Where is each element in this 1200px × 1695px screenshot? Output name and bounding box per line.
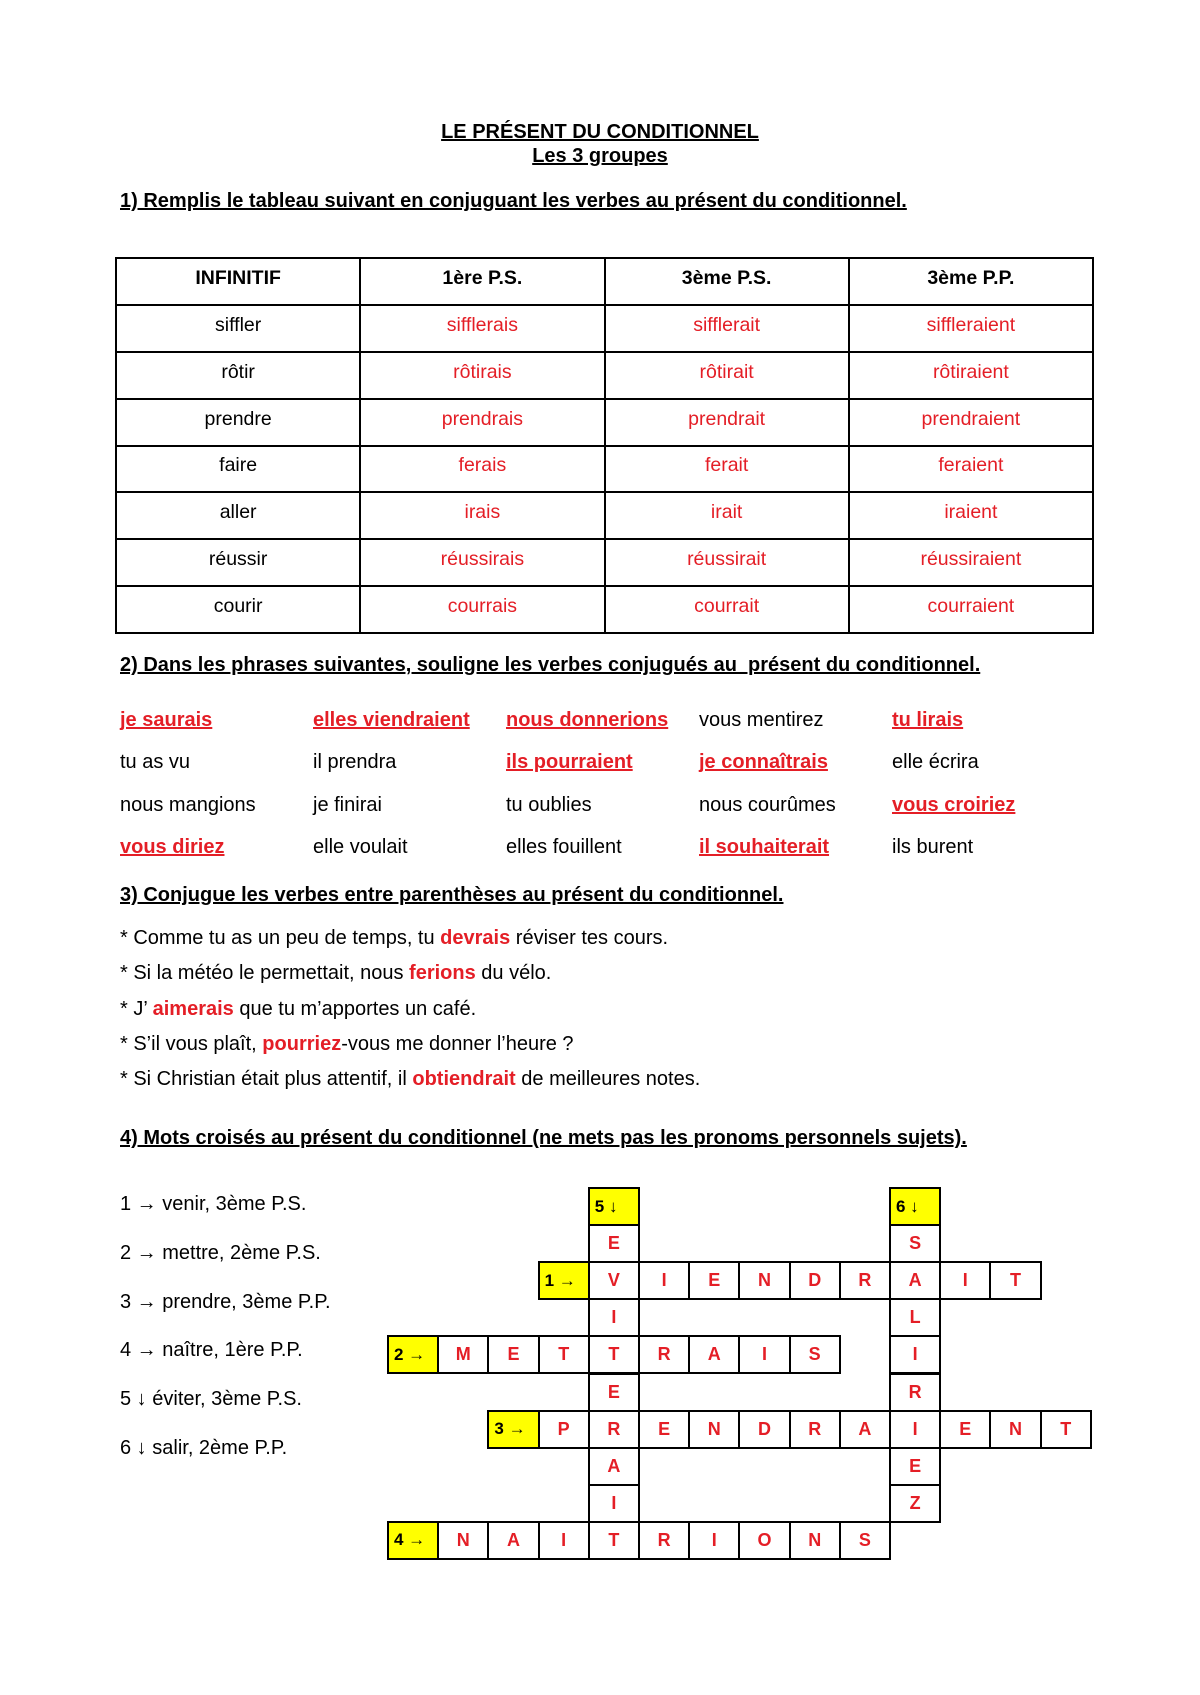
underlined-conditional-verb: tu lirais [892,709,964,732]
verb-phrase-slot [892,708,1085,732]
clue [120,1375,331,1424]
verb-phrase-slot [313,793,506,817]
crossword-letter-cell: E [688,1261,740,1300]
sentence-text-before: * Si Christian était plus attentif, il [120,1068,413,1091]
crossword-label-cell: 1 → [538,1261,590,1300]
sentence-text-before: * S’il vous plaît, [120,1032,263,1055]
clue [120,1424,331,1473]
crossword-letter-cell: R [638,1521,690,1560]
verb-phrase-slot [892,835,1085,859]
crossword-letter-cell: E [889,1447,941,1486]
conjugation-cell: réussiraient [849,539,1093,586]
sentence-answer: ferions [409,962,476,985]
crossword-letter-cell: D [789,1261,841,1300]
crossword-letter-cell: P [538,1410,590,1449]
crossword-letter-cell: E [588,1373,640,1412]
crossword-letter-cell: R [889,1373,941,1412]
clue-text: prendre, 3ème P.P. [162,1290,331,1313]
table-row [116,352,1093,399]
infinitive-cell: réussir [116,539,360,586]
verb-phrase-slot [313,708,506,732]
clue [120,1180,331,1229]
crossword-label-cell: 4 → [387,1521,439,1560]
conjugation-cell: rôtiraient [849,352,1093,399]
table-body [116,305,1093,633]
crossword-letter-cell: E [588,1224,640,1263]
sentence-text-after: réviser tes cours. [510,927,669,949]
clue-text: salir, 2ème P.P. [152,1436,288,1459]
verb-phrase-slot [120,708,313,732]
crossword-letter-cell: R [839,1261,891,1300]
column-header: 1ère P.S. [360,258,604,305]
crossword-letter-cell: T [1040,1410,1092,1449]
crossword-letter-cell: I [638,1261,690,1300]
crossword-letter-cell: S [889,1224,941,1263]
crossword-letter-cell: I [588,1298,640,1337]
crossword-letter-cell: S [789,1335,841,1374]
column-header: 3ème P.S. [605,258,849,305]
conjugation-cell: courrais [360,586,604,633]
underlined-conditional-verb: vous croiriez [892,793,1016,816]
crossword-letter-cell: T [989,1261,1041,1300]
column-header: 3ème P.P. [849,258,1093,305]
underlined-conditional-verb: vous diriez [120,836,225,859]
verb-phrase: vous mentirez [699,709,824,732]
verb-phrase-slot [699,835,892,859]
crossword-letter-cell: T [588,1335,640,1374]
crossword-letter-cell: A [688,1335,740,1374]
conjugation-cell: irais [360,492,604,539]
underlined-conditional-verb: elles viendraient [313,709,470,732]
conjugation-table [115,257,1094,634]
clue-text: venir, 3ème P.S. [162,1193,307,1215]
clue-label: 3 → [120,1290,157,1313]
infinitive-cell: rôtir [116,352,360,399]
verb-phrase-slot [699,708,892,732]
sentence-text-after: -vous me donner l’heure ? [341,1032,574,1055]
conjugation-cell: réussirait [605,539,849,586]
crossword-letter-cell: R [588,1410,640,1449]
sentence-text-before: * J’ [120,997,153,1020]
column-header: INFINITIF [116,258,360,305]
conjugation-cell: iraient [849,492,1093,539]
conjugation-cell: irait [605,492,849,539]
crossword-label-cell: 3 → [487,1410,539,1449]
crossword-clue-list [120,1180,331,1473]
crossword-letter-cell: A [839,1410,891,1449]
crossword-letter-cell: N [789,1521,841,1560]
crossword-letter-cell: N [738,1261,790,1300]
conjugation-cell: rôtirait [605,352,849,399]
sentence-text-after: que tu m’apportes un café. [233,997,477,1020]
verb-phrase-slot [892,793,1085,817]
verb-phrase: nous courûmes [699,793,836,816]
table-row [116,399,1093,446]
conjugation-cell: ferais [360,446,604,493]
clue-text: mettre, 2ème P.S. [162,1241,321,1264]
conjugation-cell: feraient [849,446,1093,493]
sentence-answer: aimerais [152,997,234,1020]
conjugation-cell: prendraient [849,399,1093,446]
sentence [120,1062,700,1097]
verb-phrase-slot [313,835,506,859]
crossword-letter-cell: D [738,1410,790,1449]
underlined-conditional-verb: je saurais [120,709,213,732]
crossword-letter-cell: I [588,1484,640,1523]
crossword-letter-cell: N [989,1410,1041,1449]
verb-phrase: elles fouillent [506,836,622,859]
underlined-conditional-verb: il souhaiterait [699,836,830,859]
crossword-letter-cell: O [738,1521,790,1560]
sentence-text-after: du vélo. [475,962,552,985]
verb-phrase: tu oublies [506,793,592,816]
crossword-letter-cell: I [889,1335,941,1374]
crossword-letter-cell: S [839,1521,891,1560]
page-title: LE PRÉSENT DU CONDITIONNEL [441,121,759,143]
conjugation-cell: siffleraient [849,305,1093,352]
crossword-letter-cell: E [487,1335,539,1374]
conjugation-cell: réussirais [360,539,604,586]
infinitive-cell: aller [116,492,360,539]
conjugation-cell: prendrait [605,399,849,446]
section-2-heading: 2) Dans les phrases suivantes, souligne les verbes conjugués au présent du conditionnel. [120,654,981,676]
conjugation-cell: prendrais [360,399,604,446]
verb-phrase-slot [506,835,699,859]
crossword-label-cell: 5 ↓ [588,1187,640,1226]
crossword-letter-cell: Z [889,1484,941,1523]
verb-phrase: je finirai [313,793,382,816]
clue-text: naître, 1ère P.P. [162,1339,303,1362]
clue [120,1326,331,1375]
crossword-letter-cell: I [738,1335,790,1374]
conjugation-cell: sifflerais [360,305,604,352]
verb-phrase: il prendra [313,751,397,774]
section-1-heading: 1) Remplis le tableau suivant en conjuguant les verbes au présent du conditionnel. [120,190,907,212]
crossword-letter-cell: R [789,1410,841,1449]
infinitive-cell: faire [116,446,360,493]
sentence-text-before: * Comme tu as un peu de temps, tu [120,927,441,949]
table-row [116,539,1093,586]
table-header-row [116,258,1093,305]
crossword-letter-cell: A [588,1447,640,1486]
underlined-conditional-verb: ils pourraient [506,751,633,774]
clue [120,1278,331,1327]
crossword-letter-cell: I [889,1410,941,1449]
infinitive-cell: siffler [116,305,360,352]
verb-phrase-slot [120,750,313,774]
underlined-conditional-verb: nous donnerions [506,709,669,732]
crossword-letter-cell: E [939,1410,991,1449]
crossword-letter-cell: A [487,1521,539,1560]
conjugation-cell: rôtirais [360,352,604,399]
crossword-letter-cell: V [588,1261,640,1300]
section-4-heading: 4) Mots croisés au présent du conditionnel (ne mets pas les pronoms personnels sujets). [120,1127,967,1149]
sentence [120,992,700,1027]
clue-text: éviter, 3ème P.S. [152,1388,302,1411]
table-row [116,586,1093,633]
verb-phrase-slot [506,708,699,732]
sentence-text-before: * Si la météo le permettait, nous [120,962,410,985]
verb-phrase-slot [892,750,1085,774]
conjugation-cell: sifflerait [605,305,849,352]
verb-phrase-slot [506,793,699,817]
verb-phrase: tu as vu [120,751,191,774]
table-row [116,305,1093,352]
clue-label: 2 → [120,1241,157,1264]
crossword-letter-cell: M [437,1335,489,1374]
crossword-letter-cell: A [889,1261,941,1300]
verb-phrase-slot [120,835,313,859]
crossword-letter-cell: T [588,1521,640,1560]
clue-label: 4 → [120,1339,157,1362]
conjugation-cell: ferait [605,446,849,493]
clue-label: 1 → [120,1193,157,1215]
sentence-answer: obtiendrait [412,1068,516,1091]
verb-phrase-grid [120,699,1085,868]
crossword-letter-cell: I [688,1521,740,1560]
table-row [116,492,1093,539]
crossword-letter-cell: L [889,1298,941,1337]
sentence [120,921,700,956]
verb-phrase-slot [699,750,892,774]
crossword-letter-cell: N [437,1521,489,1560]
sentence [120,1027,700,1062]
sentence [120,956,700,991]
table-row [116,446,1093,493]
sentence-text-after: de meilleures notes. [515,1068,701,1091]
conjugation-cell: courraient [849,586,1093,633]
crossword-letter-cell: E [638,1410,690,1449]
clue [120,1229,331,1278]
crossword-label-cell: 2 → [387,1335,439,1374]
page-subtitle: Les 3 groupes [532,145,668,167]
conjugation-cell: courrait [605,586,849,633]
clue-label: 5 ↓ [120,1388,147,1411]
verb-phrase-slot [506,750,699,774]
crossword-letter-cell: R [638,1335,690,1374]
verb-phrase: nous mangions [120,793,256,816]
crossword-grid [387,1187,1094,1562]
crossword-letter-cell: T [538,1335,590,1374]
clue-label: 6 ↓ [120,1436,147,1459]
crossword-label-cell: 6 ↓ [889,1187,941,1226]
verb-phrase: elle écrira [892,751,979,774]
underlined-conditional-verb: je connaîtrais [699,751,828,774]
verb-phrase: elle voulait [313,836,408,859]
infinitive-cell: courir [116,586,360,633]
crossword-letter-cell: N [688,1410,740,1449]
sentence-answer: pourriez [262,1032,342,1055]
crossword-letter-cell: I [939,1261,991,1300]
verb-phrase-slot [699,793,892,817]
section-3-heading: 3) Conjugue les verbes entre parenthèses au présent du conditionnel. [120,884,784,906]
verb-phrase: ils burent [892,836,974,859]
sentence-list [120,921,700,1097]
verb-phrase-slot [313,750,506,774]
crossword-letter-cell: I [538,1521,590,1560]
verb-phrase-slot [120,793,313,817]
infinitive-cell: prendre [116,399,360,446]
sentence-answer: devrais [440,927,511,949]
